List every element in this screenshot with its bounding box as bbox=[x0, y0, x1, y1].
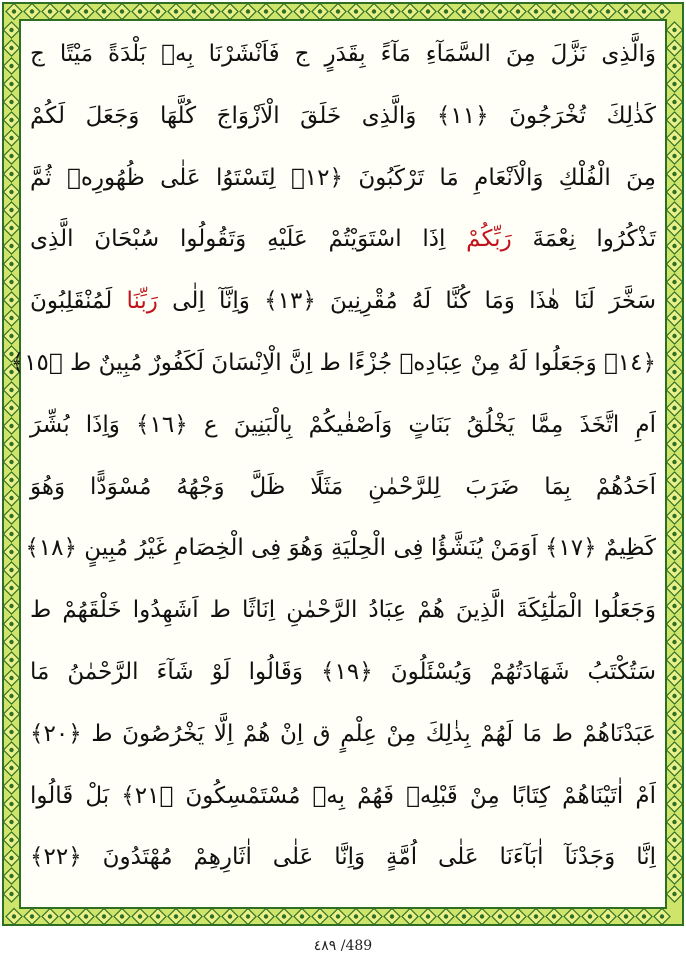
verse-line bbox=[30, 405, 656, 445]
verse-text: كَظِيمٌ ﴿١٧﴾ اَوَمَنْ يُنَشَّؤُا فِى الْحِلْيَةِ وَهُوَ فِى الْخِصَامِ غَيْرُ مُبِينٍ ﴿١٨﴾ bbox=[25, 535, 656, 562]
verse-line bbox=[30, 34, 656, 74]
verse-text: وَالَّذِى نَزَّلَ مِنَ السَّمَآءِ مَآءً بِقَدَرٍ ج فَاَنْشَرْنَا بِهٖ بَلْدَةً مَيْتًا ج bbox=[30, 41, 656, 67]
page-number: ٤٨٩ /489 bbox=[313, 938, 373, 954]
verse-line bbox=[10, 343, 656, 383]
verse-line bbox=[30, 281, 656, 321]
verse-line bbox=[30, 96, 656, 136]
verse-text: اَمْ اٰتَيْنَاهُمْ كِتَابًا مِنْ قَبْلِهٖ فَهُمْ بِهٖ مُسْتَمْسِكُونَ ﴿٢١﴾ بَلْ قَالُوا bbox=[30, 782, 656, 809]
verse-text: سَخَّرَ لَنَا هٰذَا وَمَا كُنَّا لَهُ مُقْرِنِينَ ﴿١٣﴾ وَاِنَّآ اِلٰى bbox=[157, 288, 656, 315]
verse-text: عَبَدْنَاهُمْ ط مَا لَهُمْ بِذٰلِكَ مِنْ عِلْمٍ ق اِنْ هُمْ اِلَّا يَخْرُصُونَ ط ﴿٢٠﴾ bbox=[30, 720, 656, 747]
verse-line bbox=[30, 590, 656, 630]
verse-line bbox=[30, 714, 656, 754]
verse-text: اِذَا اسْتَوَيْتُمْ عَلَيْهِ وَتَقُولُوا سُبْحَانَ الَّذِى bbox=[30, 226, 467, 253]
verse-line bbox=[25, 528, 656, 568]
verse-line bbox=[30, 467, 656, 507]
verse-line bbox=[30, 776, 656, 816]
verse-text: كَذٰلِكَ تُخْرَجُونَ ﴿١١﴾ وَالَّذِى خَلَقَ الْاَزْوَاجَ كُلَّهَا وَجَعَلَ لَكُمْ bbox=[30, 102, 656, 129]
verse-text: سَتُكْتَبُ شَهَادَتُهُمْ وَيُسْئَلُونَ ﴿١٩﴾ وَقَالُوا لَوْ شَآءَ الرَّحْمٰنُ مَا bbox=[30, 659, 656, 685]
verse-line bbox=[30, 158, 656, 198]
highlighted-word: رَبِّكُمْ bbox=[466, 226, 512, 253]
verse-line bbox=[30, 219, 656, 259]
verse-text: وَجَعَلُوا الْمَلٰٓئِكَةَ الَّذِينَ هُمْ عِبَادُ الرَّحْمٰنِ اِنَاثًا ط اَشَهِدُوا خَلْقَهُمْ ط bbox=[30, 597, 656, 624]
verse-text: مِنَ الْفُلْكِ وَالْاَنْعَامِ مَا تَرْكَبُونَ ﴿١٢﴾ لِتَسْتَوُا عَلٰى ظُهُورِهٖ ثُمَّ bbox=[30, 164, 656, 191]
mushaf-page bbox=[10, 22, 664, 906]
verse-line bbox=[30, 837, 656, 877]
verse-text: اِنَّا وَجَدْنَآ اٰبَآءَنَا عَلٰى اُمَّةٍ وَاِنَّا عَلٰى اٰثَارِهِمْ مُهْتَدُونَ ﴿٢٢﴾ bbox=[30, 844, 656, 871]
highlighted-word: رَبِّنَا bbox=[126, 288, 158, 315]
verse-text: اَحَدُهُمْ بِمَا ضَرَبَ لِلرَّحْمٰنِ مَثَلًا ظَلَّ وَجْهُهُ مُسْوَدًّا وَهُوَ bbox=[30, 473, 656, 500]
verse-text: تَذْكُرُوا نِعْمَةَ bbox=[511, 226, 656, 253]
verse-line bbox=[30, 652, 656, 692]
verse-text: ﴿١٤﴾ وَجَعَلُوا لَهُ مِنْ عِبَادِهٖ جُزْءًا ط اِنَّ الْاِنْسَانَ لَكَفُورٌ مُبِينٌ ط ﴿١٥﴾ bbox=[10, 350, 656, 376]
verse-text: لَمُنْقَلِبُونَ bbox=[30, 288, 127, 315]
verse-text: اَمِ اتَّخَذَ مِمَّا يَخْلُقُ بَنَاتٍ وَاَصْفٰيكُمْ بِالْبَنِينَ ع ﴿١٦﴾ وَاِذَا بُشِّرَ bbox=[30, 411, 656, 438]
